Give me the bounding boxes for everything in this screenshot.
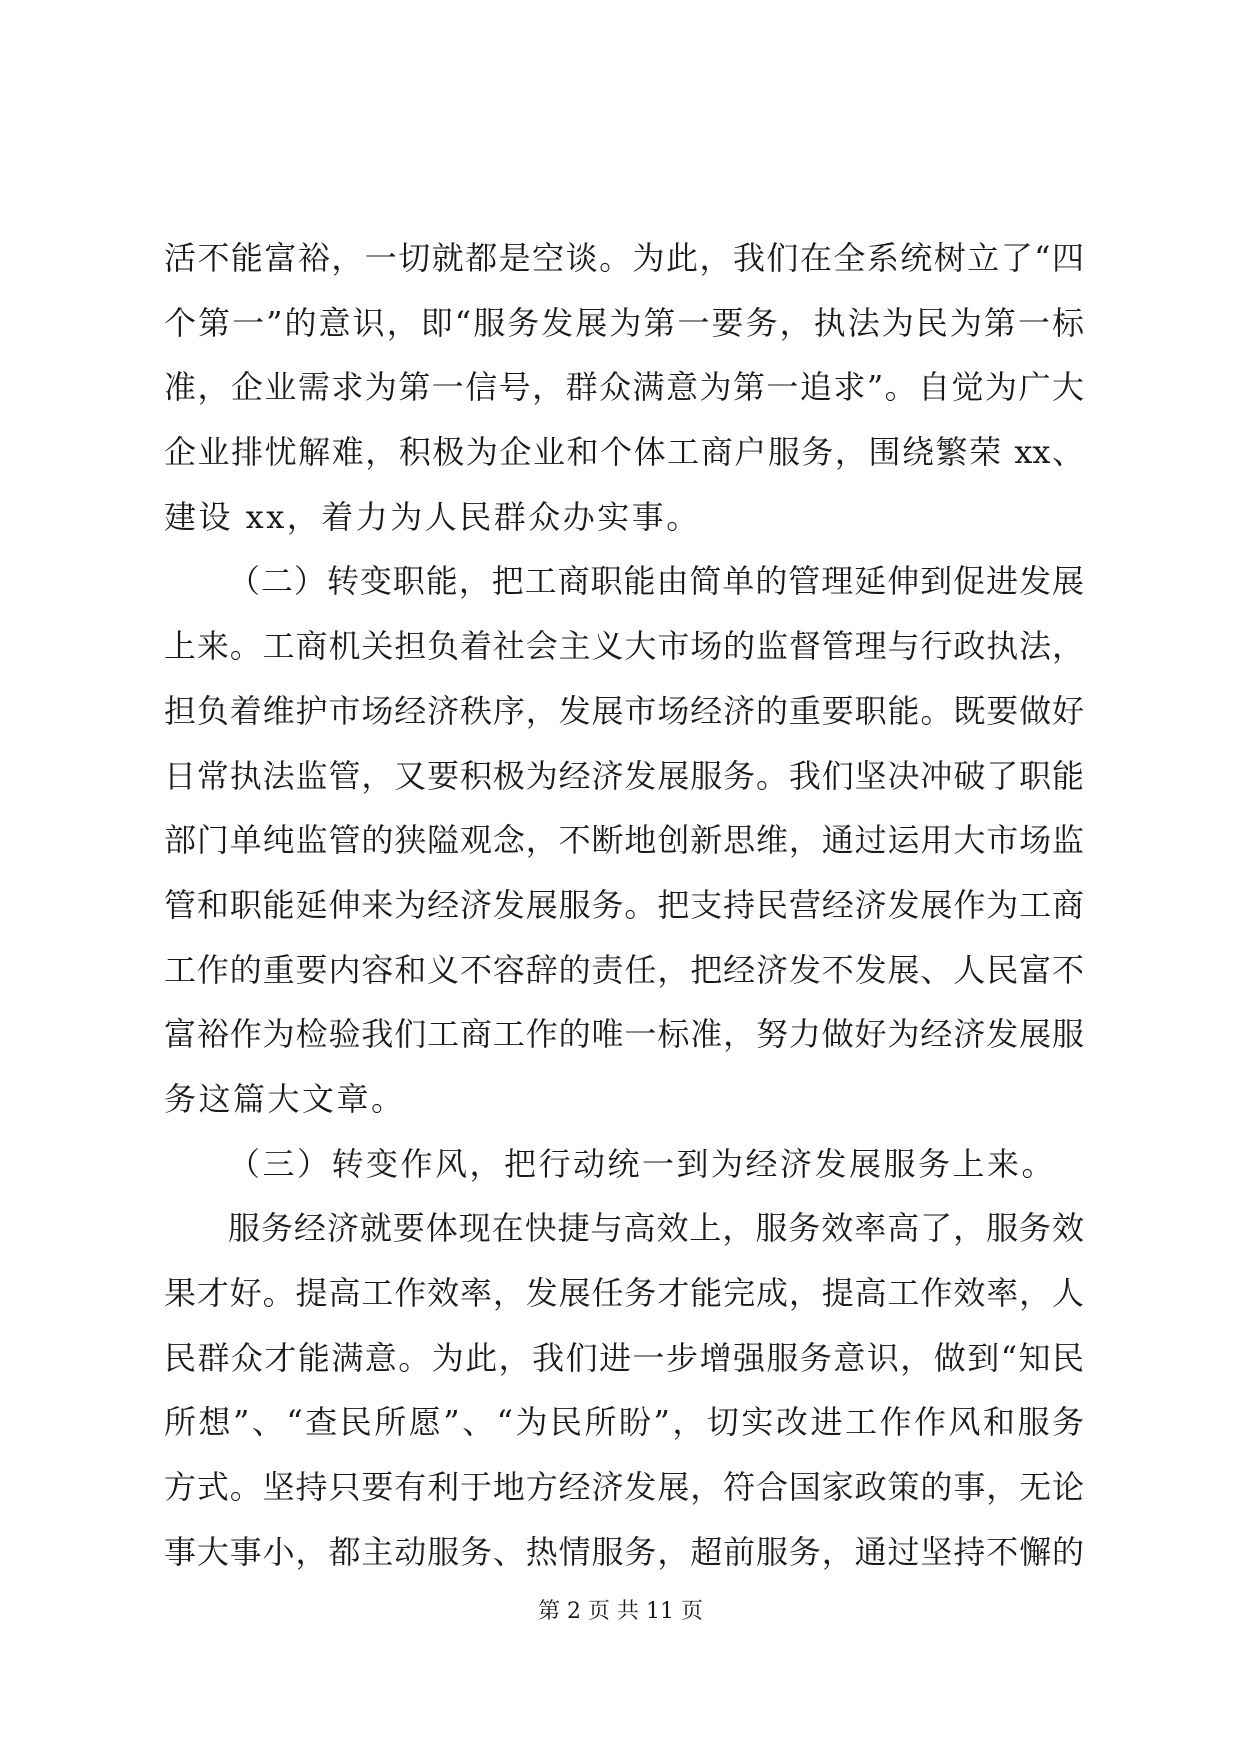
page-number: 第 2 页 共 11 页 [538,1599,703,1624]
text-line: 民群众才能满意。为此，我们进一步增强服务意识，做到“知民 [164,1338,1084,1377]
text-line: 果才好。提高工作效率，发展任务才能完成，提高工作效率，人 [164,1274,1084,1312]
text-line: 部门单纯监管的狭隘观念，不断地创新思维，通过运用大市场监 [164,821,1084,860]
text-line: 方式。坚持只要有利于地方经济发展，符合国家政策的事，无论 [164,1468,1084,1507]
text-line: 富裕作为检验我们工商工作的唯一标准，努力做好为经济发展服 [164,1015,1084,1054]
body-text [164,226,1084,1584]
text-line: 担负着维护市场经济秩序，发展市场经济的重要职能。既要做好 [164,691,1084,730]
text-line: 工作的重要内容和义不容辞的责任，把经济发不发展、人民富不 [164,950,1084,989]
text-line: 所想”、“查民所愿”、“为民所盼”，切实改进工作作风和服务 [164,1403,1084,1442]
text-line: 日常执法监管，又要积极为经济发展服务。我们坚决冲破了职能 [164,756,1084,795]
text-line: 服务经济就要体现在快捷与高效上，服务效率高了，服务效 [228,1209,1084,1248]
text-line: 企业排忧解难，积极为企业和个体工商户服务，围绕繁荣 xx、 [164,433,1084,472]
text-line: 上来。工商机关担负着社会主义大市场的监督管理与行政执法， [164,627,1084,666]
text-line: 准，企业需求为第一信号，群众满意为第一追求”。自觉为广大 [164,368,1084,407]
text-line: 活不能富裕，一切就都是空谈。为此，我们在全系统树立了“四 [164,239,1084,277]
text-line: （二）转变职能，把工商职能由简单的管理延伸到促进发展 [228,562,1084,601]
text-line: 事大事小，都主动服务、热情服务，超前服务，通过坚持不懈的 [164,1532,1084,1571]
text-line: 管和职能延伸来为经济发展服务。把支持民营经济发展作为工商 [164,885,1084,924]
text-line: 个第一”的意识，即“服务发展为第一要务，执法为民为第一标 [164,303,1084,342]
text-line: 务这篇大文章。 [164,1079,406,1118]
text-line: 建设 xx，着力为人民群众办实事。 [164,497,701,536]
text-line: （三）转变作风，把行动统一到为经济发展服务上来。 [228,1144,1057,1183]
